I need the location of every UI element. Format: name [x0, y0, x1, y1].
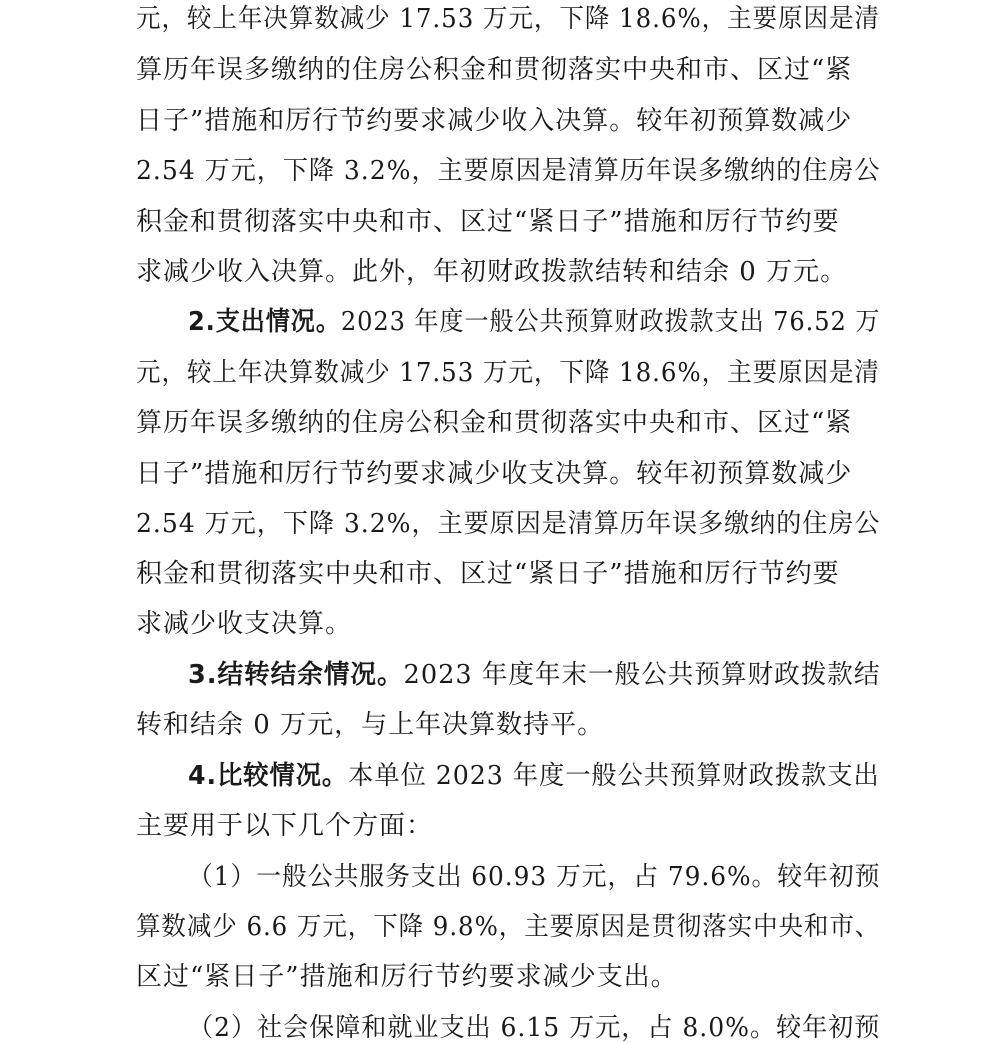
section-2-first-line-text: 2023 年度一般公共预算财政拨款支出 76.52 万	[340, 307, 881, 337]
item-2-first-line: （2）社会保障和就业支出 6.15 万元，占 8.0%。较年初预	[188, 1013, 881, 1043]
item-1-first-line: （1）一般公共服务支出 60.93 万元，占 79.6%。较年初预	[188, 862, 881, 892]
paragraph-line: 积金和贯彻落实中央和市、区过“紧日子”措施和厉行节约要	[136, 559, 840, 589]
paragraph-line: 区过“紧日子”措施和厉行节约要求减少支出。	[136, 962, 678, 992]
paragraph-line: 积金和贯彻落实中央和市、区过“紧日子”措施和厉行节约要	[136, 207, 840, 237]
paragraph-line: 求减少收入决算。此外，年初财政拨款结转和结余 0 万元。	[136, 257, 848, 287]
paragraph-line: 求减少收支决算。	[136, 609, 353, 639]
paragraph-line: 2.54 万元，下降 3.2%，主要原因是清算历年误多缴纳的住房公	[136, 509, 881, 539]
section-3-heading: 3.结转结余情况。	[188, 660, 404, 690]
section-3-first-line	[188, 659, 880, 691]
paragraph-line: 日子”措施和厉行节约要求减少收支决算。较年初预算数减少	[136, 459, 853, 489]
section-2-first-line	[188, 306, 880, 338]
paragraph-line: 算数减少 6.6 万元，下降 9.8%，主要原因是贯彻落实中央和市、	[136, 912, 881, 942]
section-4-heading: 4.比较情况。	[188, 761, 349, 791]
paragraph-line: 算历年误多缴纳的住房公积金和贯彻落实中央和市、区过“紧	[136, 408, 853, 438]
paragraph-line: 2.54 万元，下降 3.2%，主要原因是清算历年误多缴纳的住房公	[136, 156, 881, 186]
section-2-heading: 2.支出情况。	[188, 307, 341, 337]
paragraph-line: 算历年误多缴纳的住房公积金和贯彻落实中央和市、区过“紧	[136, 55, 853, 85]
section-3-first-line-text: 2023 年度年末一般公共预算财政拨款结	[403, 660, 881, 690]
paragraph-line: 日子”措施和厉行节约要求减少收入决算。较年初预算数减少	[136, 106, 853, 136]
paragraph-line: 元，较上年决算数减少 17.53 万元，下降 18.6%，主要原因是清	[136, 358, 880, 388]
paragraph-line: 主要用于以下几个方面：	[136, 811, 434, 841]
section-4-first-line-text: 本单位 2023 年度一般公共预算财政拨款支出	[348, 761, 880, 791]
section-4-first-line	[188, 760, 880, 792]
paragraph-line: 转和结余 0 万元，与上年决算数持平。	[136, 710, 605, 740]
paragraph-line: 元，较上年决算数减少 17.53 万元，下降 18.6%，主要原因是清	[136, 4, 880, 34]
